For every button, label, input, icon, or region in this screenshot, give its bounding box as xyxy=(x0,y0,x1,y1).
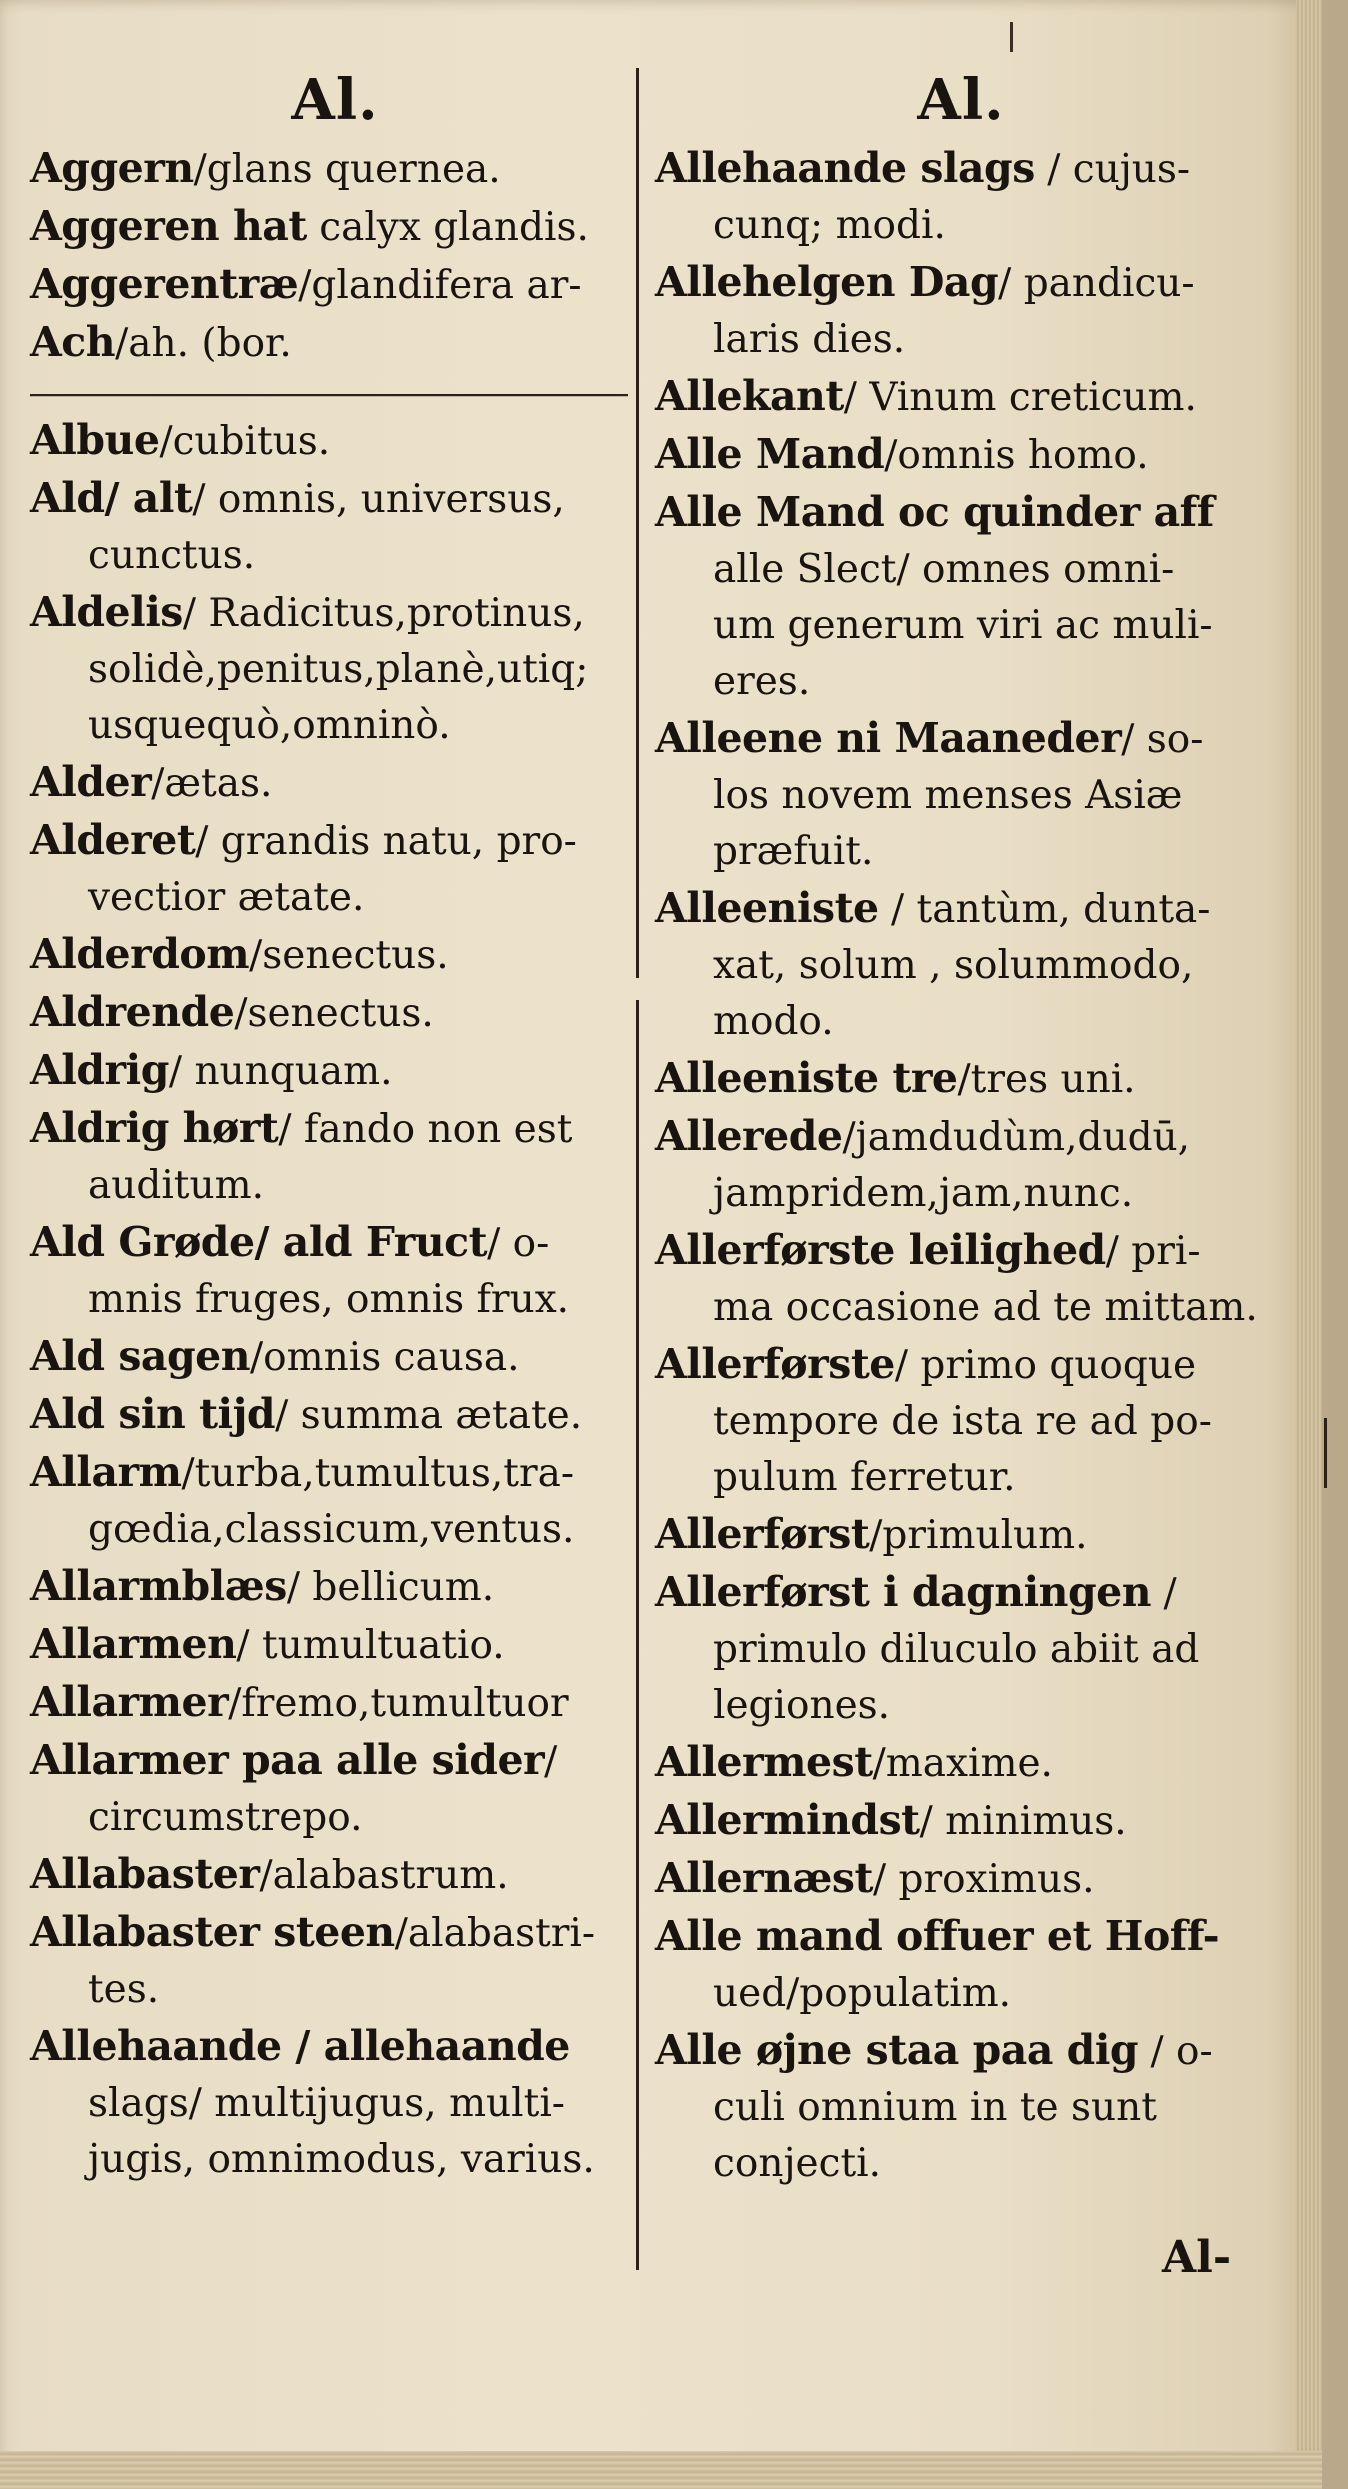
entry-headword: Allehaande / allehaande xyxy=(30,2022,570,2070)
dictionary-entry xyxy=(30,1042,640,1100)
right-column xyxy=(655,60,1267,2192)
entry-definition: / minimus. xyxy=(919,1799,1127,1844)
entry-definition: /fremo,tumultuor xyxy=(228,1681,569,1726)
dictionary-entry xyxy=(655,1336,1267,1506)
entry-definition: / fando non est xyxy=(278,1107,573,1152)
entry-definition: /glandifera ar- xyxy=(298,263,582,308)
entry-definition: / o- xyxy=(1138,2029,1213,2074)
entry-headword: Alleeniste xyxy=(655,884,879,932)
entry-headword: Allarmblæs xyxy=(30,1562,287,1610)
entry-continuation: ued/populatim. xyxy=(713,1971,1012,2016)
entry-headword: Aggern xyxy=(30,144,194,192)
entry-headword: Aldrende xyxy=(30,988,235,1036)
left-top-entries xyxy=(30,140,640,372)
entry-definition: /tres uni. xyxy=(957,1057,1136,1102)
entry-headword: Alderet xyxy=(30,816,196,864)
dictionary-entry xyxy=(30,1558,640,1616)
dictionary-entry xyxy=(30,1674,640,1732)
entry-headword: Allarmen xyxy=(30,1620,237,1668)
dictionary-entry xyxy=(30,1444,640,1558)
entry-continuation: um generum viri ac muli- xyxy=(713,603,1213,648)
entry-definition: / so- xyxy=(1121,717,1204,762)
entry-headword: Alleene ni Maaneder xyxy=(655,714,1122,762)
entry-headword: Allernæst xyxy=(655,1854,873,1902)
entry-definition: /cubitus. xyxy=(159,419,331,464)
dictionary-entry xyxy=(30,754,640,812)
dictionary-entry xyxy=(30,1616,640,1674)
entry-headword: Allerførst i dagningen xyxy=(655,1568,1152,1616)
entry-headword: Aggeren hat xyxy=(30,202,307,250)
entry-definition: / omnis, universus, xyxy=(192,477,565,522)
entry-definition: calyx glandis. xyxy=(306,205,589,250)
dictionary-entry xyxy=(655,1050,1267,1108)
entry-continuation: usquequò,omninò. xyxy=(88,703,451,748)
dictionary-entry xyxy=(30,314,640,372)
entry-headword: Allerførste xyxy=(655,1340,895,1388)
entry-headword: Alle mand offuer et Hoff- xyxy=(655,1912,1220,1960)
entry-continuation: vectior ætate. xyxy=(88,875,365,920)
entry-definition: / pri- xyxy=(1105,1229,1201,1274)
dictionary-entry xyxy=(655,1908,1267,2022)
dictionary-entry xyxy=(30,140,640,198)
left-column-header: Al. xyxy=(291,67,379,133)
dictionary-entry xyxy=(30,2018,640,2188)
entry-headword: Aldrig xyxy=(30,1046,169,1094)
entry-continuation: eres. xyxy=(713,659,811,704)
entry-continuation: auditum. xyxy=(88,1163,264,1208)
entry-definition: / Vinum creticum. xyxy=(843,375,1197,420)
entry-definition: /omnis causa. xyxy=(250,1335,520,1380)
entry-continuation: conjecti. xyxy=(713,2141,881,2186)
dictionary-entry xyxy=(655,1850,1267,1908)
entry-continuation: mnis fruges, omnis frux. xyxy=(88,1277,570,1322)
dictionary-entry xyxy=(655,1734,1267,1792)
entry-headword: Ald Grøde/ ald Fruct xyxy=(30,1218,488,1266)
entry-continuation: gœdia,classicum,ventus. xyxy=(88,1507,575,1552)
entry-continuation: laris dies. xyxy=(713,317,906,362)
left-column xyxy=(30,60,640,2188)
entry-headword: Ald sagen xyxy=(30,1332,251,1380)
entry-definition: / Radicitus,protinus, xyxy=(182,591,585,636)
entry-headword: Ach xyxy=(30,318,116,366)
entry-definition: /alabastri- xyxy=(394,1911,596,1956)
catchword: Al- xyxy=(1162,2232,1232,2283)
entry-continuation: xat, solum , solummodo, xyxy=(713,943,1194,988)
dictionary-entry xyxy=(30,812,640,926)
dictionary-entry xyxy=(30,1328,640,1386)
entry-definition: /primulum. xyxy=(869,1513,1088,1558)
dictionary-entry xyxy=(655,484,1267,710)
entry-headword: Alleeniste tre xyxy=(655,1054,958,1102)
page-edge-right xyxy=(1296,0,1322,2489)
right-main-entries xyxy=(655,140,1267,2192)
dictionary-entry xyxy=(655,368,1267,426)
entry-definition: /ah. (bor. xyxy=(115,321,292,366)
entry-definition: /ætas. xyxy=(151,761,273,806)
entry-continuation: ma occasione ad te mittam. xyxy=(713,1285,1258,1330)
entry-definition: / tumultuatio. xyxy=(236,1623,505,1668)
ink-mark-top xyxy=(1010,22,1013,52)
entry-headword: Allermest xyxy=(655,1738,873,1786)
entry-definition: / cujus- xyxy=(1034,147,1191,192)
dictionary-entry xyxy=(655,140,1267,254)
entry-definition: /jamdudùm,dudū, xyxy=(842,1115,1191,1160)
entry-continuation: jampridem,jam,nunc. xyxy=(713,1171,1134,1216)
entry-definition: / xyxy=(544,1739,558,1784)
dictionary-entry xyxy=(655,1792,1267,1850)
entry-continuation: pulum ferretur. xyxy=(713,1455,1016,1500)
dictionary-entry xyxy=(30,1100,640,1214)
page-edge-bottom xyxy=(0,2451,1322,2489)
entry-definition: / grandis natu, pro- xyxy=(195,819,577,864)
dictionary-entry xyxy=(30,584,640,754)
dictionary-entry xyxy=(30,1846,640,1904)
entry-definition: /senectus. xyxy=(249,933,449,978)
dictionary-entry xyxy=(30,198,640,256)
dictionary-entry xyxy=(655,426,1267,484)
entry-continuation: circumstrepo. xyxy=(88,1795,363,1840)
dictionary-entry xyxy=(655,1506,1267,1564)
entry-headword: Allehaande slags xyxy=(655,144,1035,192)
dictionary-entry xyxy=(30,926,640,984)
entry-continuation: cunctus. xyxy=(88,533,256,578)
entry-continuation: legiones. xyxy=(713,1683,891,1728)
entry-continuation: solidè,penitus,planè,utiq; xyxy=(88,647,589,692)
entry-headword: Ald/ alt xyxy=(30,474,193,522)
entry-continuation: culi omnium in te sunt xyxy=(713,2085,1157,2130)
entry-definition: /omnis homo. xyxy=(884,433,1149,478)
entry-definition: / proximus. xyxy=(872,1857,1095,1902)
entry-continuation: los novem menses Asiæ xyxy=(713,773,1183,818)
entry-definition: /alabastrum. xyxy=(259,1853,509,1898)
entry-headword: Allermindst xyxy=(655,1796,920,1844)
entry-definition: / nunquam. xyxy=(168,1049,393,1094)
entry-headword: Allerførste leilighed xyxy=(655,1226,1106,1274)
right-column-header: Al. xyxy=(917,67,1005,133)
entry-headword: Allerede xyxy=(655,1112,843,1160)
entry-definition: /senectus. xyxy=(234,991,434,1036)
entry-headword: Ald sin tijd xyxy=(30,1390,276,1438)
entry-headword: Alle øjne staa paa dig xyxy=(655,2026,1139,2074)
dictionary-entry xyxy=(30,1214,640,1328)
dictionary-entry xyxy=(655,254,1267,368)
entry-headword: Alderdom xyxy=(30,930,250,978)
dictionary-entry xyxy=(30,984,640,1042)
entry-headword: Allekant xyxy=(655,372,844,420)
entry-headword: Allabaster xyxy=(30,1850,260,1898)
entry-continuation: modo. xyxy=(713,999,834,1044)
entry-definition: /glans quernea. xyxy=(193,147,501,192)
entry-headword: Alle Mand oc quinder aff xyxy=(655,488,1214,536)
dictionary-entry xyxy=(30,1904,640,2018)
entry-headword: Albue xyxy=(30,416,160,464)
entry-headword: Aldelis xyxy=(30,588,183,636)
dictionary-entry xyxy=(30,412,640,470)
entry-definition: / summa ætate. xyxy=(275,1393,583,1438)
entry-headword: Aldrig hørt xyxy=(30,1104,279,1152)
entry-definition: /turba,tumultus,tra- xyxy=(181,1451,575,1496)
entry-headword: Allehelgen Dag xyxy=(655,258,999,306)
entry-headword: Allerførst xyxy=(655,1510,870,1558)
entry-definition: / tantùm, dunta- xyxy=(878,887,1211,932)
entry-headword: Alle Mand xyxy=(655,430,885,478)
ink-mark-margin xyxy=(1324,1418,1327,1488)
dictionary-entry xyxy=(30,1732,640,1846)
entry-definition: / bellicum. xyxy=(286,1565,495,1610)
entry-continuation: tempore de ista re ad po- xyxy=(713,1399,1212,1444)
entry-definition: / o- xyxy=(487,1221,550,1266)
dictionary-entry xyxy=(30,470,640,584)
entry-continuation: alle Slect/ omnes omni- xyxy=(713,547,1175,592)
entry-definition: /maxime. xyxy=(872,1741,1053,1786)
dictionary-entry xyxy=(655,710,1267,880)
entry-continuation: cunq; modi. xyxy=(713,203,946,248)
left-main-entries xyxy=(30,412,640,2188)
dictionary-entry xyxy=(655,2022,1267,2192)
entry-headword: Allarmer paa alle sider xyxy=(30,1736,545,1784)
entry-definition: / xyxy=(1151,1571,1177,1616)
entry-continuation: primulo diluculo abiit ad xyxy=(713,1627,1200,1672)
entry-definition: / pandicu- xyxy=(998,261,1195,306)
entry-definition: / primo quoque xyxy=(894,1343,1197,1388)
dictionary-entry xyxy=(30,1386,640,1444)
entry-continuation: jugis, omnimodus, varius. xyxy=(88,2137,595,2182)
dictionary-entry xyxy=(655,1108,1267,1222)
entry-headword: Allarmer xyxy=(30,1678,229,1726)
dictionary-entry xyxy=(30,256,640,314)
dictionary-entry xyxy=(655,880,1267,1050)
entry-continuation: slags/ multijugus, multi- xyxy=(88,2081,565,2126)
entry-continuation: tes. xyxy=(88,1967,160,2012)
entry-continuation: præfuit. xyxy=(713,829,874,874)
entry-headword: Aggerentræ xyxy=(30,260,299,308)
entry-headword: Allarm xyxy=(30,1448,182,1496)
dictionary-entry xyxy=(655,1564,1267,1734)
entry-headword: Alder xyxy=(30,758,152,806)
section-rule xyxy=(30,394,628,396)
entry-headword: Allabaster steen xyxy=(30,1908,395,1956)
dictionary-entry xyxy=(655,1222,1267,1336)
